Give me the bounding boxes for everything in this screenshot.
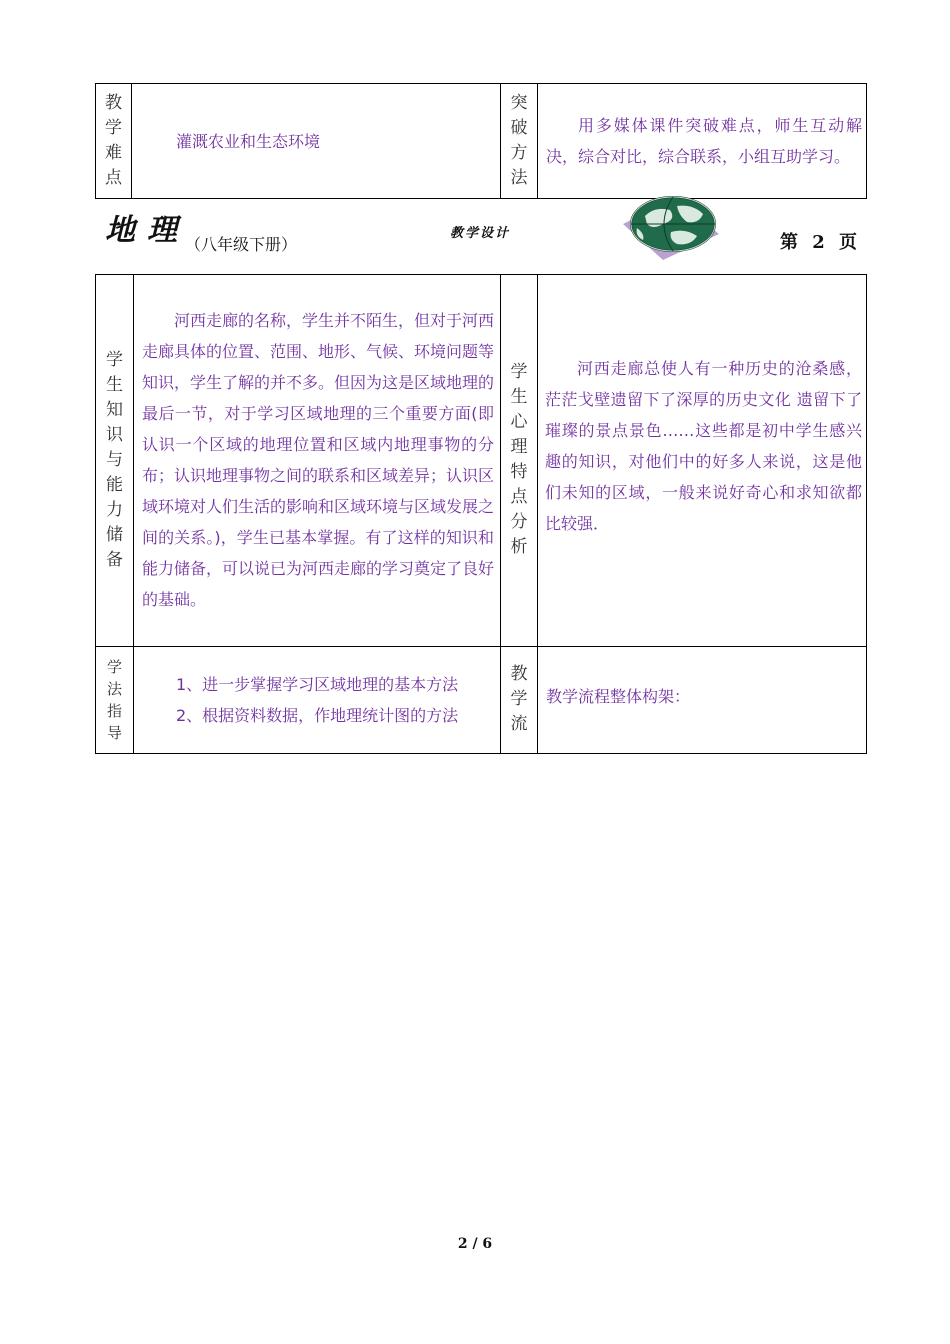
difficulty-content-cell <box>132 84 501 199</box>
psychology-content: 河西走廊总使人有一种历史的沧桑感，茫茫戈壁遗留下了深厚的历史文化 遗留下了璀璨的景点景色……这些都是初中学生感兴趣的知识，对他们中的好多人来说，这是他们未知的区域，一般来说好奇心和求知欲都比较强． <box>545 359 862 533</box>
study-method-content-cell <box>134 646 501 753</box>
knowledge-content: 河西走廊的名称，学生并不陌生，但对于河西走廊具体的位置、范围、地形、气候、环境问题等知识，学生了解的并不多。但因为这是区域地理的最后一节，对于学习区域地理的三个重要方面(即认识一个区域的地理位置和区域内地理事物的分布；认识地理事物之间的联系和区域差异；认识区域环境对人们生活的影响和区域环境与区域发展之间的关系。)，学生已基本掌握。有了这样的知识和能力储备，可以说已为河西走廊的学习奠定了良好的基础。 <box>142 311 495 610</box>
study-method-item-1: 1、进一步掌握学习区域地理的基本方法 <box>176 674 459 694</box>
method-label: 突 破 方 法 <box>510 93 528 188</box>
flow-label: 教 学 流 <box>510 664 528 735</box>
page-footer: 2 / 6 <box>457 1236 493 1252</box>
method-content-cell <box>538 84 867 199</box>
difficulty-content: 灌溉农业和生态环境 <box>176 131 321 151</box>
method-label-cell <box>501 84 538 199</box>
study-method-item-2: 2、根据资料数据，作地理统计图的方法 <box>176 705 459 725</box>
study-method-label-cell <box>96 646 134 753</box>
flow-content-cell <box>538 646 867 753</box>
flow-content: 教学流程整体构架： <box>546 686 691 706</box>
design-label: 教学设计 <box>450 226 511 241</box>
knowledge-label: 学 生 知 识 与 能 力 储 备 <box>106 349 123 570</box>
difficulty-label-cell <box>96 84 132 199</box>
difficulty-table <box>95 83 867 199</box>
flow-label-cell <box>501 646 538 753</box>
knowledge-label-cell <box>96 275 134 647</box>
psychology-label-cell <box>501 275 538 647</box>
knowledge-content-cell <box>134 275 501 647</box>
analysis-table <box>95 274 867 754</box>
psychology-label: 学 生 心 理 特 点 分 析 <box>510 362 528 558</box>
study-method-label: 学 法 指 导 <box>106 657 122 742</box>
globe-icon <box>615 194 725 264</box>
page-header <box>95 200 866 272</box>
page-number-label: 第 2 页 <box>780 232 862 253</box>
method-content: 用多媒体课件突破难点，师生互动解决，综合对比，综合联系，小组互助学习。 <box>546 116 862 166</box>
subject-title: 地理 <box>105 213 189 248</box>
grade-label: （八年级下册） <box>185 235 298 254</box>
psychology-content-cell <box>538 275 867 647</box>
difficulty-label: 教 学 难 点 <box>105 93 122 188</box>
